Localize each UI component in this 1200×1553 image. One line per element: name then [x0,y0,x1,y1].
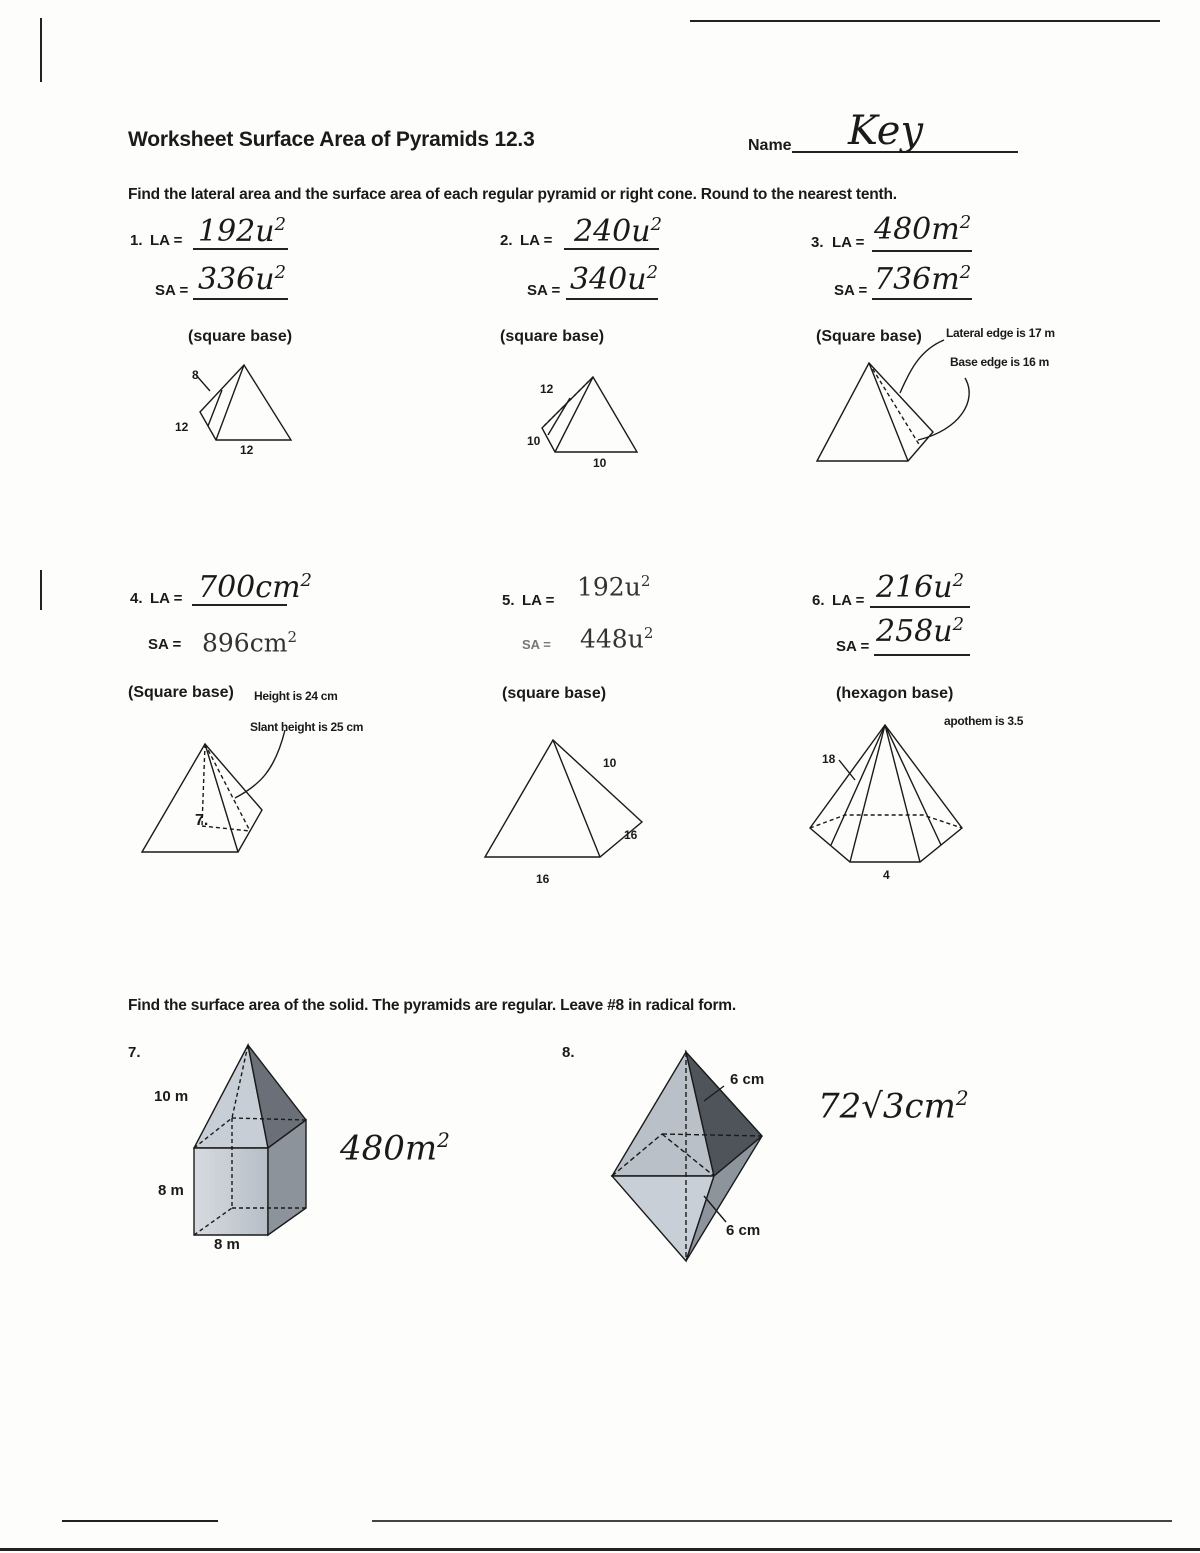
p4-note-slant-height: Slant height is 25 cm [250,720,364,734]
p6-sa-label: SA = [836,638,870,655]
p4-pyramid-figure [135,730,295,860]
left-margin-mark [40,18,42,82]
p7-dim-base: 8 m [214,1236,240,1253]
p8-number: 8. [562,1044,575,1061]
p4-sa-label: SA = [148,636,182,653]
p4-la-label: LA = [150,590,183,607]
p6-pyramid-figure [805,720,970,870]
p2-dim-side: 10 [527,434,541,448]
p7-number: 7. [128,1044,141,1061]
p7-dim-slant: 10 m [154,1088,189,1105]
p5-la-label: LA = [522,592,555,609]
p4-la-answer: $700cm^2$ [198,570,312,605]
p3-number: 3. [811,234,824,251]
p4-dim-base: 7. [195,812,209,829]
name-label: Name [748,137,792,154]
p1-dim-base: 12 [240,443,254,457]
p6-base: (hexagon base) [836,685,954,702]
p1-pyramid-figure [170,355,300,455]
p3-sa-label: SA = [834,282,868,299]
p5-la-answer: $192u^2$ [577,572,651,602]
p6-la-label: LA = [832,592,865,609]
p1-sa-label: SA = [155,282,189,299]
p3-note-lateral-edge: Lateral edge is 17 m [946,326,1055,340]
p2-la-answer: $240u^2$ [574,214,663,249]
p5-base: (square base) [502,685,607,702]
worksheet-title: Worksheet Surface Area of Pyramids 12.3 [128,128,535,151]
p2-sa-label: SA = [527,282,561,299]
p2-dim-slant: 12 [540,382,554,396]
p5-dim-side: 16 [624,828,638,842]
p1-number: 1. [130,232,143,249]
p2-base: (square base) [500,328,605,345]
p6-number: 6. [812,592,825,609]
left-margin-mark-2 [40,570,42,610]
p7-answer: $480m^2$ [340,1128,450,1169]
p6-sa-line [874,654,970,656]
p5-sa-label: SA = [522,637,551,652]
p3-la-label: LA = [832,234,865,251]
p1-la-answer: $192u^2$ [198,214,287,249]
p8-dim-top: 6 cm [730,1071,765,1088]
p5-sa-answer: $448u^2$ [580,624,654,654]
p1-sa-answer: $336u^2$ [198,262,287,297]
p1-sa-line [193,298,288,300]
p4-note-height: Height is 24 cm [254,689,338,703]
p5-dim-slant: 10 [603,756,617,770]
p2-la-label: LA = [520,232,553,249]
p3-base: (Square base) [816,328,922,345]
p2-sa-answer: $340u^2$ [570,262,659,297]
p1-dim-slant: 8 [192,368,199,382]
p5-number: 5. [502,592,515,609]
p3-note-base-edge: Base edge is 16 m [950,355,1049,369]
p8-answer: $72√3cm^2$ [818,1086,969,1127]
instructions-1: Find the lateral area and the surface area of each regular pyramid or right cone. Round to the nearest tenth. [128,186,897,203]
p2-dim-base: 10 [593,456,607,470]
p6-sa-answer: $258u^2$ [876,614,965,649]
p7-dim-height: 8 m [158,1182,184,1199]
p7-solid-figure [186,1040,316,1240]
p8-dim-bottom: 6 cm [726,1222,761,1239]
p4-sa-answer: $896cm^2$ [202,628,297,658]
p3-sa-answer: $736m^2$ [874,262,972,297]
p5-dim-base: 16 [536,872,550,886]
p6-dim-base: 4 [883,868,890,882]
p3-la-answer: $480m^2$ [874,212,972,247]
p6-la-answer: $216u^2$ [876,570,965,605]
p2-sa-line [566,298,658,300]
p6-dim-slant: 18 [822,752,836,766]
p1-base: (square base) [188,328,293,345]
p3-la-line [872,250,972,252]
p5-pyramid-figure [480,735,650,865]
p1-dim-side: 12 [175,420,189,434]
p4-base: (Square base) [128,684,234,701]
bottom-rule-right [372,1520,1172,1522]
instructions-2: Find the surface area of the solid. The pyramids are regular. Leave #8 in radical form. [128,997,736,1014]
bottom-rule-left [62,1520,218,1522]
p6-la-line [870,606,970,608]
p3-pyramid-figure [810,330,990,470]
p4-number: 4. [130,590,143,607]
p3-sa-line [872,298,972,300]
page-bottom-edge [0,1548,1200,1551]
p6-note-apothem: apothem is 3.5 [944,714,1024,728]
p2-number: 2. [500,232,513,249]
name-value: Key [848,108,924,154]
top-rule [690,20,1160,22]
p1-la-label: LA = [150,232,183,249]
